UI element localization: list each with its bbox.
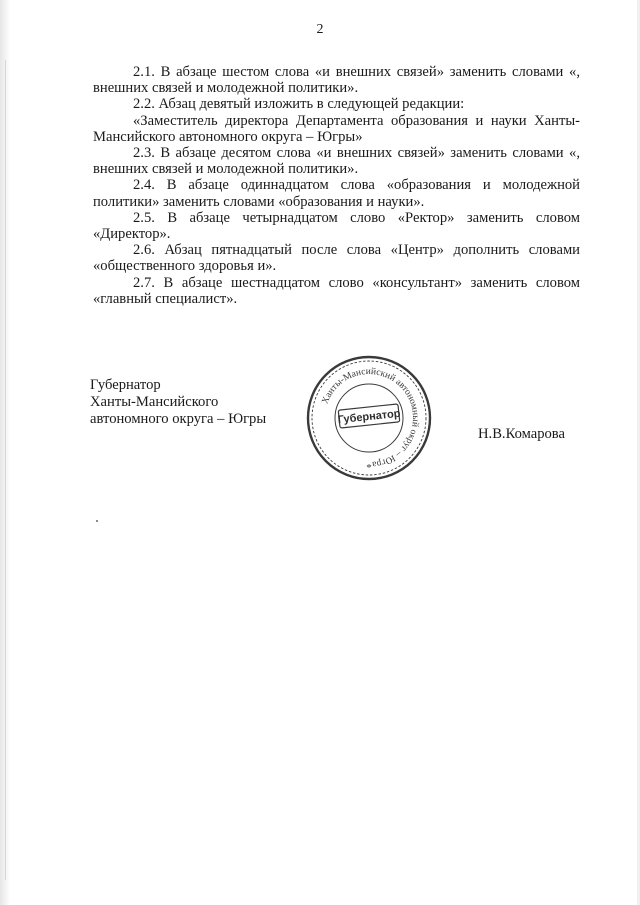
- paragraph-2-7: 2.7. В абзаце шестнадцатом слово «консультант» заменить словом «главный специалист».: [93, 274, 580, 307]
- document-body: [93, 64, 580, 307]
- official-seal-stamp: [304, 353, 434, 483]
- page-number: 2: [316, 22, 324, 37]
- signature-title-line-3: автономного округа – Югры: [90, 411, 267, 427]
- signer-name: Н.В.Комарова: [478, 426, 565, 442]
- seal-center-text: Губернатор: [337, 407, 402, 427]
- paragraph-2-5: 2.5. В абзаце четырнадцатом слово «Ректор» заменить словом «Директор».: [93, 209, 580, 243]
- paragraph-2-4: 2.4. В абзаце одиннадцатом слова «образования и молодежной политики» заменить словами «образования и науки».: [93, 177, 580, 210]
- paragraph-2-6: 2.6. Абзац пятнадцатый после слова «Центр» дополнить словами «общественного здоровья и».: [93, 242, 580, 275]
- paragraph-2-2: 2.2. Абзац девятый изложить в следующей редакции:: [133, 96, 465, 113]
- seal-star: *: [366, 462, 372, 474]
- paragraph-2-2-quote: «Заместитель директора Департамента образования и науки Ханты-Мансийского автономного округа – Югры»: [93, 112, 580, 145]
- signature-title: [90, 377, 266, 428]
- signature-title-line-2: Ханты-Мансийского: [90, 394, 219, 410]
- scan-speck: [96, 520, 98, 522]
- signature-title-line-1: Губернатор: [90, 377, 161, 393]
- paragraph-2-3: 2.3. В абзаце десятом слова «и внешних связей» заменить словами «, внешних связей и молодежной политики».: [93, 145, 580, 178]
- paragraph-2-1: 2.1. В абзаце шестом слова «и внешних связей» заменить словами «, внешних связей и молодежной политики».: [93, 64, 580, 97]
- scan-edge-line: [5, 60, 6, 880]
- seal-ring-text: Ханты-Мансийский автономный округ – Югра: [320, 366, 421, 469]
